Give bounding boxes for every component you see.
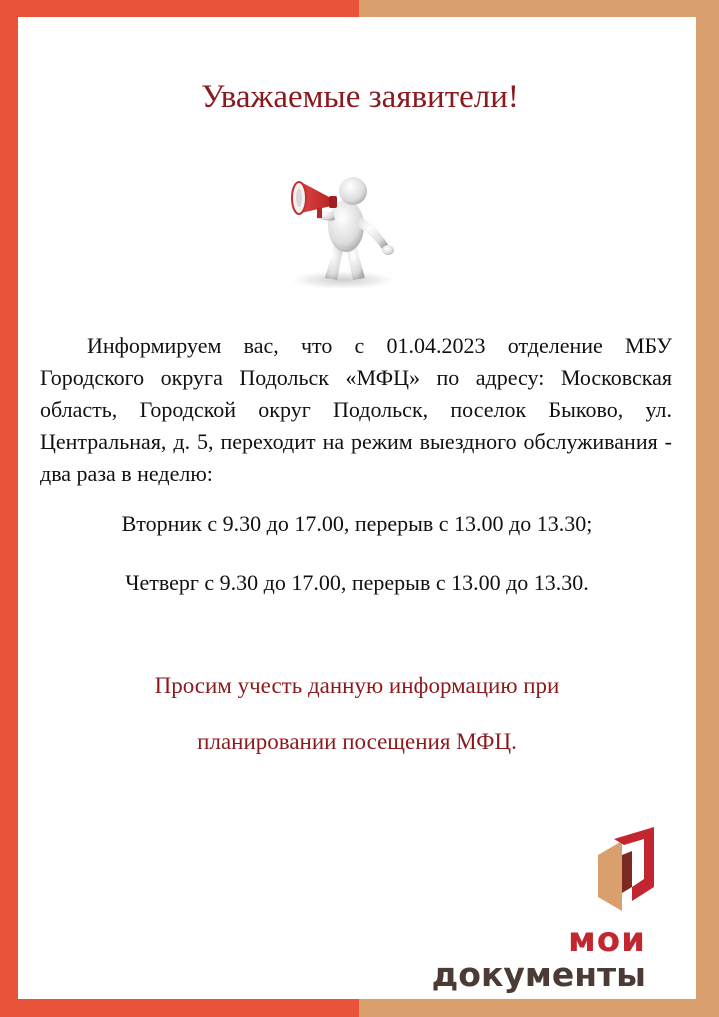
info-paragraph: Информируем вас, что с 01.04.2023 отделение МБУ Городского округа Подольск «МФЦ» по адресу: Московская область, Городской округ Подольск, поселок Быково, ул. Центральная, д. 5, переходит на режим выездного обслуживания - два раза в неделю: bbox=[40, 333, 672, 486]
schedule-tuesday: Вторник с 9.30 до 17.00, перерыв с 13.00 до 13.30; bbox=[121, 511, 593, 536]
logo-text-dokumenty: документы bbox=[431, 955, 646, 994]
moi-dokumenty-logo-icon bbox=[592, 827, 662, 917]
notice-line-1: Просим учесть данную информацию при bbox=[154, 673, 560, 698]
logo-text-moi: мои bbox=[568, 920, 646, 960]
schedule-thursday: Четверг с 9.30 до 17.00, перерыв с 13.00 до 13.30. bbox=[125, 570, 589, 595]
notice-sheet bbox=[18, 17, 696, 999]
page-title: Уважаемые заявители! bbox=[201, 79, 519, 115]
megaphone-person-icon bbox=[273, 154, 411, 290]
notice-line-2: планировании посещения МФЦ. bbox=[197, 729, 517, 754]
